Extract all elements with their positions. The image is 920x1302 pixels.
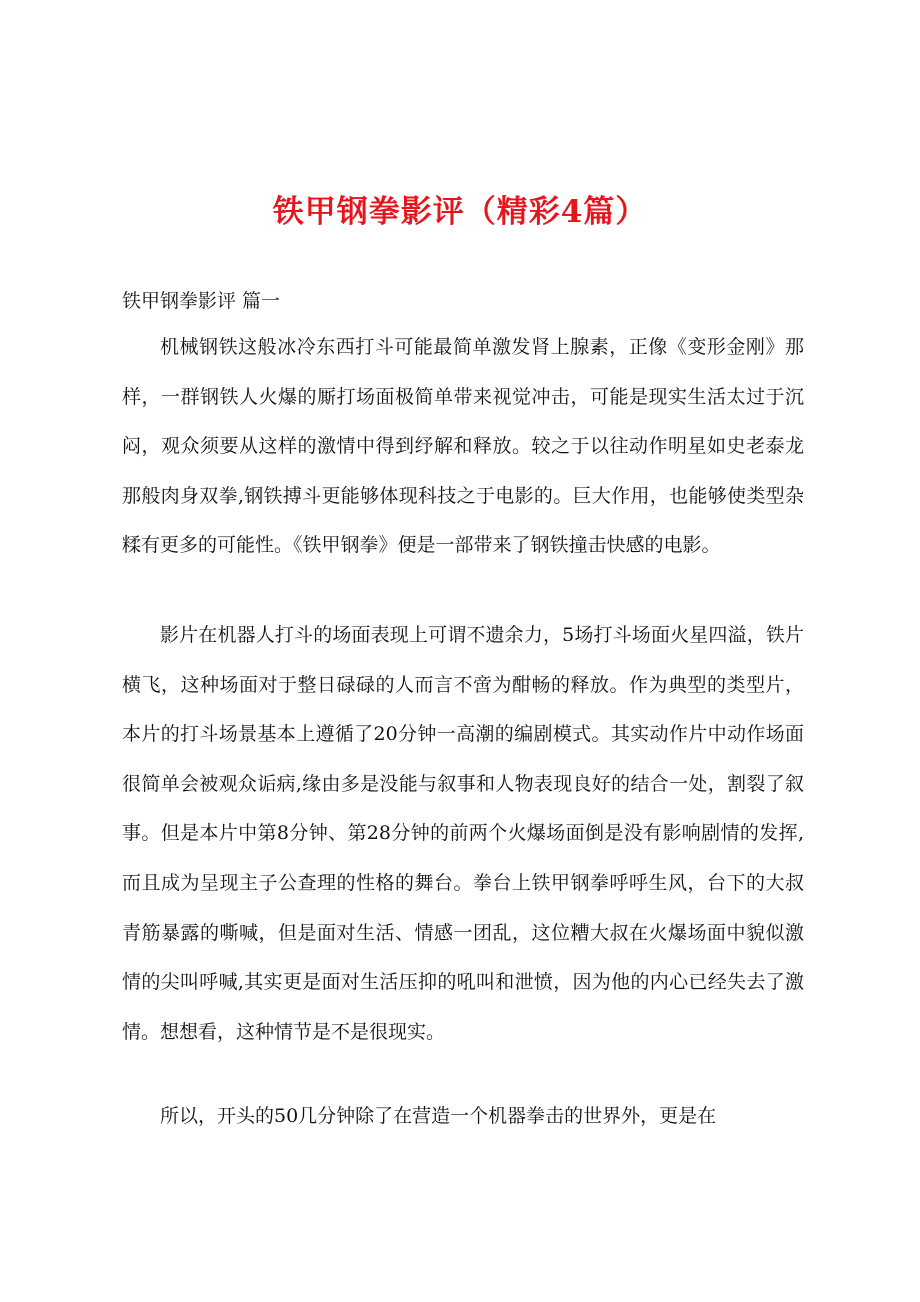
section-heading: 铁甲钢拳影评 篇一 (122, 290, 281, 312)
page-title: 铁甲钢拳影评（精彩4篇） (272, 194, 648, 230)
body-paragraph: 影片在机器人打斗的场面表现上可谓不遗余力，5场打斗场面火星四溢，铁片横飞，这种场面对于整日碌碌的人而言不啻为酣畅的释放。作为典型的类型片，本片的打斗场景基本上遵循了20分钟一高潮的编剧模式。其实动作片中动作场面很简单会被观众诟病,缘由多是没能与叙事和人物表现良好的结合一处，割裂了叙事。但是本片中第8分钟、第28分钟的前两个火爆场面倒是没有影响剧情的发挥,而且成为呈现主子公查理的性格的舞台。拳台上铁甲钢拳呼呼生风，台下的大叔青筋暴露的嘶喊，但是面对生活、情感一团乱，这位糟大叔在火爆场面中貌似激情的尖叫呼喊,其实更是面对生活压抑的吼叫和泄愤，因为他的内心已经失去了激情。想想看，这种情节是不是很现实。 (122, 624, 804, 1043)
body-paragraph: 机械钢铁这般冰冷东西打斗可能最简单激发肾上腺素，正像《变形金刚》那样，一群钢铁人火爆的厮打场面极简单带来视觉冲击，可能是现实生活太过于沉闷，观众须要从这样的激情中得到纾解和释放。较之于以往动作明星如史老泰龙那般肉身双拳,钢铁搏斗更能够体现科技之于电影的。巨大作用，也能够使类型杂糅有更多的可能性。《铁甲钢拳》便是一部带来了钢铁撞击快感的电影。 (122, 336, 804, 557)
body-paragraph: 所以，开头的50几分钟除了在营造一个机器拳击的世界外，更是在 (160, 1105, 717, 1127)
